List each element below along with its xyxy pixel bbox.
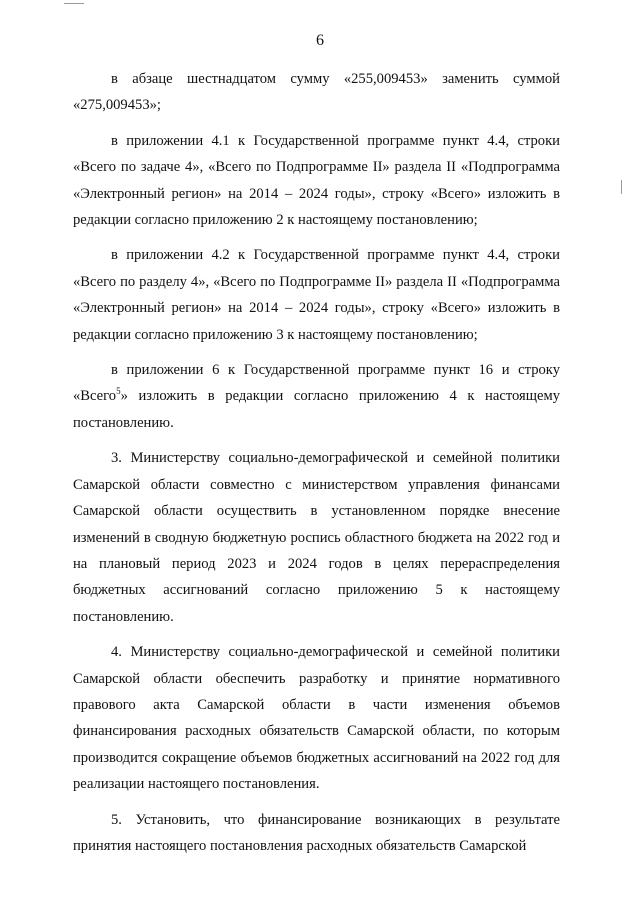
- scan-artifact-mark: [64, 3, 84, 4]
- footnote-marker: 5: [116, 386, 121, 397]
- scan-artifact-mark: [621, 180, 622, 194]
- document-body: [73, 66, 560, 859]
- page-number: 6: [316, 32, 324, 49]
- paragraph-appendix-4-2: в приложении 4.2 к Государственной программе пункт 4.4, строки «Всего по разделу 4», «Всего по Подпрограмме II» раздела II «Подпрограмма «Электронный регион» на 2014 – 2024 годы», строку «Всего» изложить в редакции согласно приложению 3 к настоящему постановлению;: [73, 247, 560, 343]
- appendix-6-text-end: » изложить в редакции согласно приложению 4 к настоящему постановлению.: [73, 388, 560, 431]
- paragraph-amount-replacement: в абзаце шестнадцатом сумму «255,009453» заменить суммой «275,009453»;: [73, 71, 560, 114]
- paragraph-clause-5: 5. Установить, что финансирование возникающих в результате принятия настоящего постановления расходных обязательств Самарской: [73, 811, 560, 854]
- paragraph-clause-3: 3. Министерству социально-демографической и семейной политики Самарской области совместно с министерством управления финансами Самарской области осуществить в установленном порядке внесение изменений в сводную бюджетную роспись областного бюджета на 2022 год и на плановый период 2023 и 2024 годов в целях перераспределения бюджетных ассигнований согласно приложению 5 к настоящему постановлению.: [73, 450, 560, 625]
- paragraph-appendix-4-1: в приложении 4.1 к Государственной программе пункт 4.4, строки «Всего по задаче 4», «Всего по Подпрограмме II» раздела II «Подпрограмма «Электронный регион» на 2014 – 2024 годы», строку «Всего» изложить в редакции согласно приложению 2 к настоящему постановлению;: [73, 132, 560, 229]
- paragraph-appendix-6: [73, 357, 560, 436]
- paragraph-clause-4: 4. Министерству социально-демографической и семейной политики Самарской области обеспечить разработку и принятие нормативного правового акта Самарской области в части изменения объемов финансирования расходных обязательств Самарской области, по которым производится сокращение объемов бюджетных ассигнований на 2022 год для реализации настоящего постановления.: [73, 644, 560, 793]
- appendix-6-text-start: в приложении 6 к Государственной программе пункт 16 и строку «Всего: [73, 362, 560, 405]
